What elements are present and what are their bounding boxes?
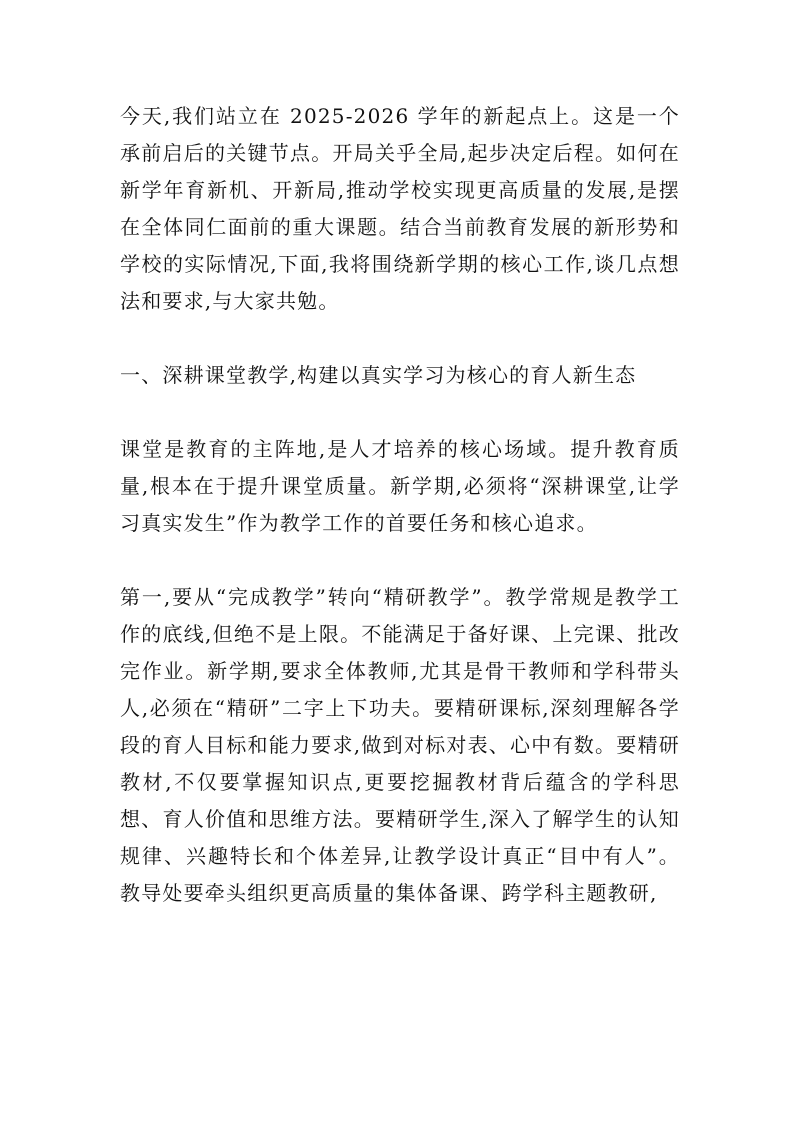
point-one-paragraph: 第一,要从“完成教学”转向“精研教学”。教学常规是教学工作的底线,但绝不是上限。不能满足于备好课、上完课、批改完作业。新学期,要求全体教师,尤其是骨干教师和学科带头人,必须在“精研”二字上下功夫。要精研课标,深刻理解各学段的育人目标和能力要求,做到对标对表、心中有数。要精研教材,不仅要掌握知识点,更要挖掘教材背后蕴含的学科思想、育人价值和思维方法。要精研学生,深入了解学生的认知规律、兴趣特长和个体差异,让教学设计真正“目中有人”。教导处要牵头组织更高质量的集体备课、跨学科主题教研, <box>120 585 680 905</box>
intro-paragraph: 今天,我们站立在 2025-2026 学年的新起点上。这是一个承前启后的关键节点。开局关乎全局,起步决定后程。如何在新学年育新机、开新局,推动学校实现更高质量的发展,是摆在全体同仁面前的重大课题。结合当前教育发展的新形势和学校的实际情况,下面,我将围绕新学期的核心工作,谈几点想法和要求,与大家共勉。 <box>120 104 680 313</box>
document-body <box>120 98 680 912</box>
section-heading: 一、深耕课堂教学,构建以真实学习为核心的育人新生态 <box>120 363 637 387</box>
section-paragraph: 课堂是教育的主阵地,是人才培养的核心场域。提升教育质量,根本在于提升课堂质量。新学期,必须将“深耕课堂,让学习真实发生”作为教学工作的首要任务和核心追求。 <box>120 437 680 535</box>
